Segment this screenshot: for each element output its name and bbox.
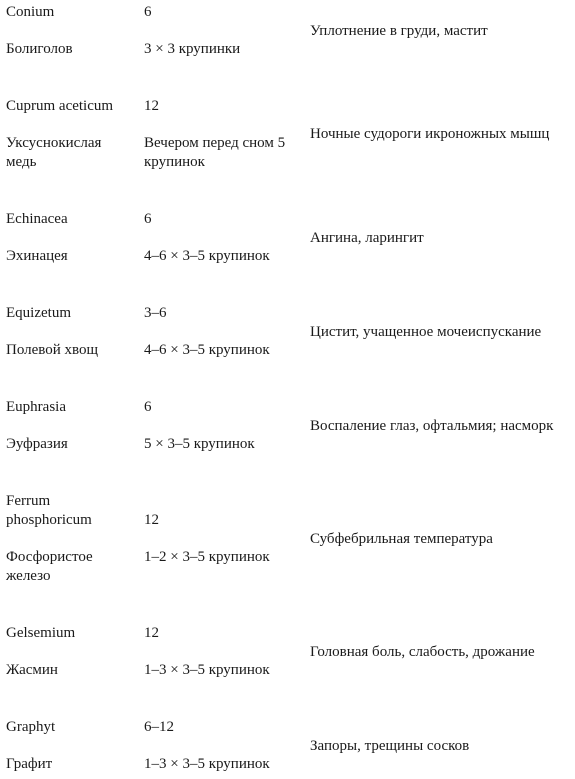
remedy-dosage: 1–3 × 3–5 крупинок [144,662,270,678]
remedy-russian-name: Фосфористое железо [6,549,93,584]
table-row [0,94,575,184]
remedy-latin-name: Graphyt [6,719,56,735]
remedy-potency: 6 [144,399,152,415]
remedy-indication: Уплотнение в груди, мастит [310,23,488,39]
table-row [0,301,575,371]
remedy-indication: Субфебрильная температура [310,531,493,547]
remedy-potency: 12 [144,98,159,114]
remedy-potency: 12 [144,625,159,641]
remedy-dosage: 3 × 3 крупинки [144,41,241,57]
table-row [0,0,575,70]
remedy-dosage: Вечером перед сном 5 крупинок [144,135,286,170]
remedy-latin-name: Conium [6,4,55,20]
remedy-russian-name: Уксуснокислая медь [6,135,102,170]
remedy-russian-name: Эуфразия [6,436,68,452]
table-row [0,489,575,589]
table-row [0,207,575,277]
remedy-latin-name: Ferrum phosphoricum [6,493,92,528]
remedy-latin-name: Cuprum aceticum [6,98,114,114]
table-row [0,395,575,465]
remedy-latin-name: Gelsemium [6,625,76,641]
remedy-latin-name: Euphrasia [6,399,66,415]
remedy-dosage: 5 × 3–5 крупинок [144,436,255,452]
remedy-indication: Головная боль, слабость, дрожание [310,644,535,660]
remedy-indication: Ночные судороги икроножных мышц [310,126,550,142]
remedy-indication: Воспаление глаз, офтальмия; насморк [310,418,554,434]
remedy-russian-name: Болиголов [6,41,73,57]
remedy-russian-name: Графит [6,756,53,772]
remedy-dosage: 4–6 × 3–5 крупинок [144,342,270,358]
remedy-dosage: 1–2 × 3–5 крупинок [144,549,270,565]
remedy-dosage: 1–3 × 3–5 крупинок [144,756,270,772]
table-row [0,621,575,691]
table-row [0,715,575,779]
remedy-russian-name: Полевой хвощ [6,342,99,358]
remedy-russian-name: Жасмин [6,662,58,678]
remedy-potency: 6 [144,211,152,227]
remedy-potency: 12 [144,512,159,528]
remedy-dosage: 4–6 × 3–5 крупинок [144,248,270,264]
remedy-latin-name: Equizetum [6,305,71,321]
remedy-indication: Запоры, трещины сосков [310,738,470,754]
remedy-potency: 6–12 [144,719,174,735]
remedy-indication: Цистит, учащенное мочеиспускание [310,324,542,340]
remedy-russian-name: Эхинацея [6,248,68,264]
remedy-latin-name: Echinacea [6,211,68,227]
remedy-potency: 3–6 [144,305,167,321]
remedy-potency: 6 [144,4,152,20]
remedy-indication: Ангина, ларингит [310,230,424,246]
